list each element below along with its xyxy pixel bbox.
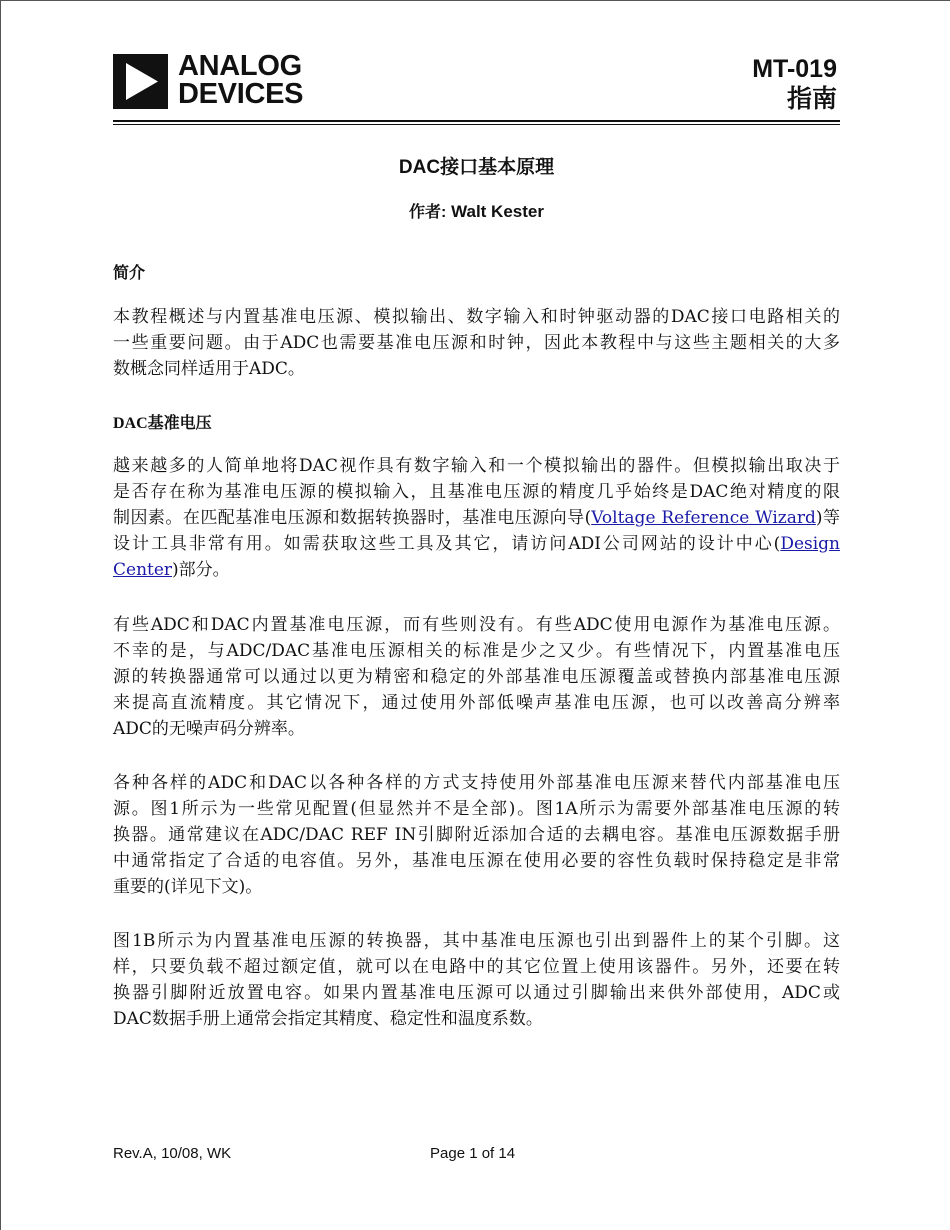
page-border-left <box>0 0 1 1230</box>
text-line: DAC数据手册上通常会指定其精度、稳定性和温度系数。 <box>113 1009 543 1029</box>
text-line: 一些重要问题。由于ADC也需要基准电压源和时钟，因此本教程中与这些主题相关的大多 <box>113 333 840 353</box>
text-segment: )部分。 <box>172 560 230 580</box>
footer-page-number: Page 1 of 14 <box>430 1145 516 1162</box>
paragraph-2 <box>113 612 840 742</box>
intro-paragraph <box>113 304 840 382</box>
design-center-link[interactable]: Design <box>780 534 840 554</box>
text-line: 中通常指定了合适的电容值。另外，基准电压源在使用必要的容性负载时保持稳定是非常 <box>113 851 840 871</box>
text-line: 源的转换器通常可以通过以更为精密和稳定的外部基准电压源覆盖或替换内部基准电压源 <box>113 667 840 687</box>
text-line <box>113 531 840 557</box>
text-line: 不幸的是，与ADC/DAC基准电压源相关的标准是少之又少。有些情况下，内置基准电压 <box>113 641 840 661</box>
header-rule-thin <box>113 124 840 125</box>
page-border-top <box>0 0 950 1</box>
text-line: 有些ADC和DAC内置基准电压源，而有些则没有。有些ADC使用电源作为基准电压源。 <box>113 615 840 635</box>
text-line: 数概念同样适用于ADC。 <box>113 359 305 379</box>
text-line: 是否存在称为基准电压源的模拟输入，且基准电压源的精度几乎始终是DAC绝对精度的限 <box>113 482 840 502</box>
author-line <box>113 199 840 222</box>
design-center-link-continued[interactable]: Center <box>113 560 173 580</box>
text-line: 来提高直流精度。其它情况下，通过使用外部低噪声基准电压源，也可以改善高分辨率 <box>113 693 840 713</box>
text-line <box>113 505 840 531</box>
text-line: 换器引脚附近放置电容。如果内置基准电压源可以通过引脚输出来供外部使用，ADC或 <box>113 983 840 1003</box>
doc-type: 指南 <box>786 85 837 113</box>
text-line: 本教程概述与内置基准电压源、模拟输出、数字输入和时钟驱动器的DAC接口电路相关的 <box>113 307 840 327</box>
document-id <box>752 54 837 114</box>
text-line: 样，只要负载不超过额定值，就可以在电路中的其它位置上使用该器件。另外，还要在转 <box>113 957 840 977</box>
paragraph-1 <box>113 453 840 583</box>
text-line: 越来越多的人简单地将DAC视作具有数字输入和一个模拟输出的器件。但模拟输出取决于 <box>113 456 840 476</box>
text-line: 图1B所示为内置基准电压源的转换器，其中基准电压源也引出到器件上的某个引脚。这 <box>113 931 840 951</box>
intro-heading: 简介 <box>113 265 146 282</box>
dac-reference-heading: DAC基准电压 <box>113 415 212 432</box>
paragraph-4 <box>113 928 840 1032</box>
logo-line-2: DEVICES <box>178 78 304 110</box>
text-segment: 设计工具非常有用。如需获取这些工具及其它，请访问ADI公司网站的设计中心( <box>113 534 781 554</box>
analog-devices-logo <box>113 50 333 110</box>
logo-line-1: ANALOG <box>178 50 302 82</box>
author-name: Walt Kester <box>451 202 544 221</box>
page-title: DAC接口基本原理 <box>398 157 555 178</box>
footer-revision: Rev.A, 10/08, WK <box>113 1145 232 1162</box>
author-label: 作者: <box>409 204 447 221</box>
logo-wordmark <box>178 52 303 108</box>
paragraph-3 <box>113 770 840 900</box>
text-segment: 制因素。在匹配基准电压源和数据转换器时，基准电压源向导( <box>113 508 592 528</box>
text-segment: )等 <box>815 508 840 528</box>
text-line: 重要的(详见下文)。 <box>113 877 263 897</box>
text-line <box>113 557 840 583</box>
text-line: ADC的无噪声码分辨率。 <box>113 719 305 739</box>
text-line: 源。图1所示为一些常见配置(但显然并不是全部)。图1A所示为需要外部基准电压源的转 <box>113 799 840 819</box>
text-line: 各种各样的ADC和DAC以各种各样的方式支持使用外部基准电压源来替代内部基准电压 <box>113 773 840 793</box>
logo-triangle-icon <box>113 54 168 109</box>
header-rule-thick <box>113 120 840 122</box>
voltage-reference-wizard-link[interactable]: Voltage Reference Wizard <box>591 508 816 528</box>
text-line: 换器。通常建议在ADC/DAC REF IN引脚附近添加合适的去耦电容。基准电压源数据手册 <box>113 825 840 845</box>
doc-number: MT-019 <box>752 55 837 83</box>
